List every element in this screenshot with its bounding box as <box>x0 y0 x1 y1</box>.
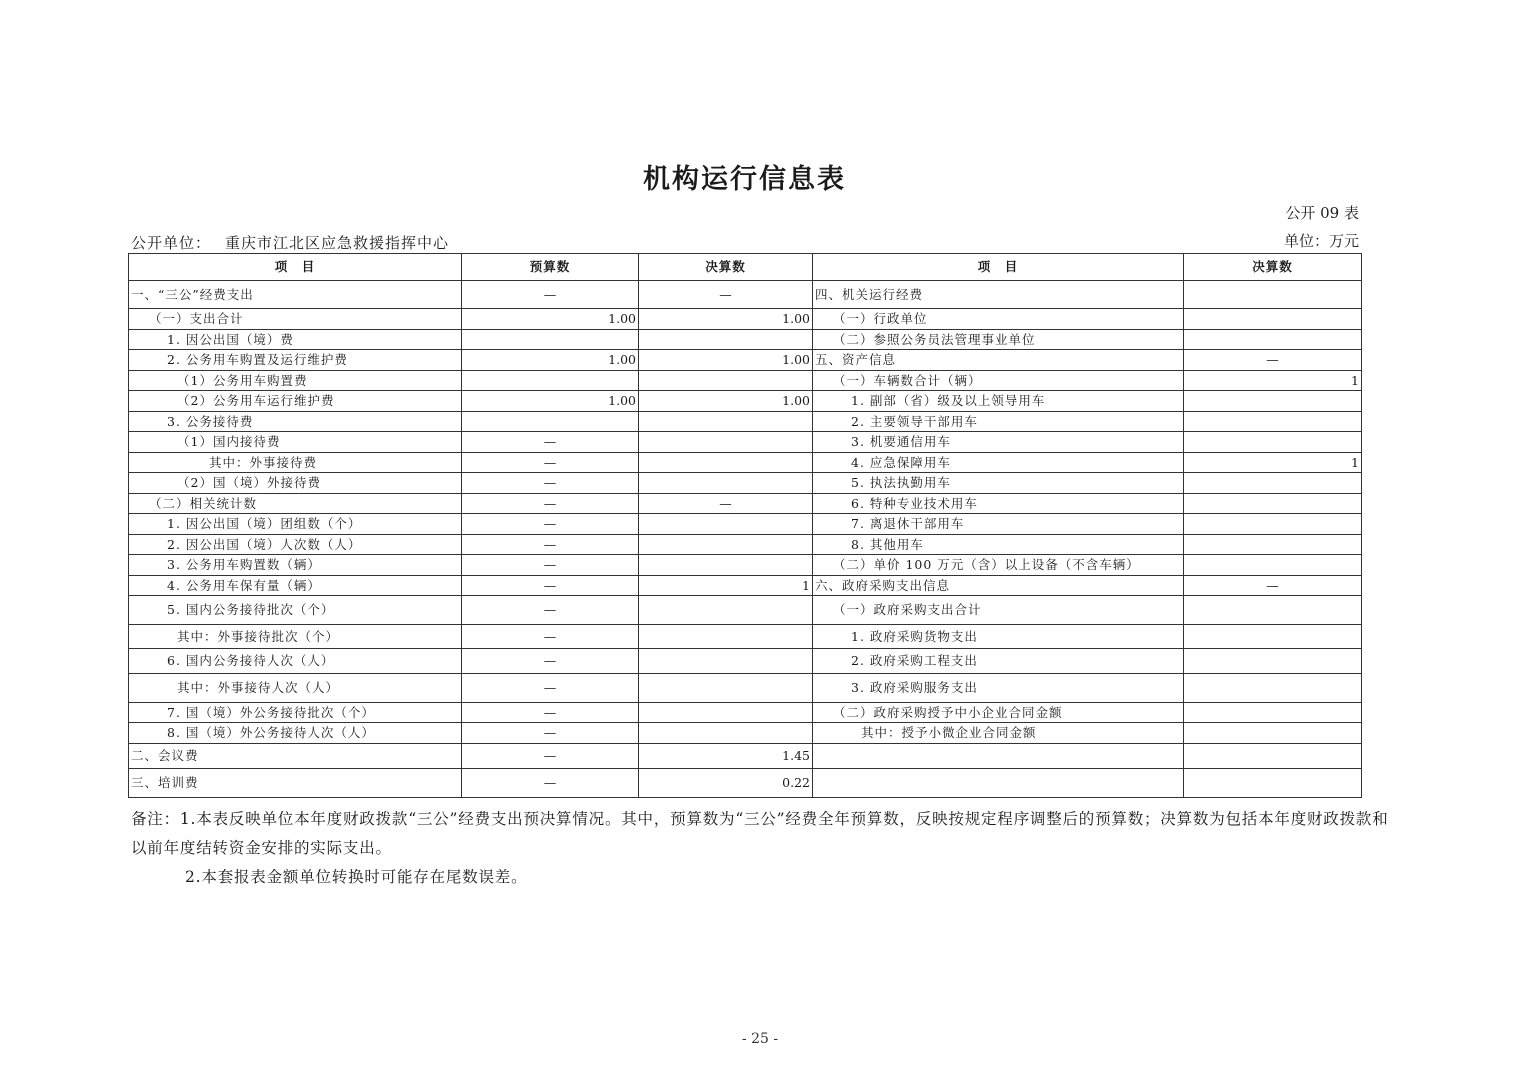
table-row <box>129 625 1362 649</box>
row-item-right: 5. 执法执勤用车 <box>813 473 1184 494</box>
row-final-right <box>1184 494 1362 514</box>
row-item-right: 1. 副部（省）级及以上领导用车 <box>813 391 1184 412</box>
row-final-right <box>1184 703 1362 723</box>
row-item-left: 其中：外事接待人次（人） <box>129 674 462 703</box>
row-final-left <box>639 412 813 432</box>
row-item-left: 2. 公务用车购置及运行维护费 <box>129 350 462 371</box>
currency-unit: 单位：万元 <box>1283 232 1359 250</box>
row-item-left: 1. 因公出国（境）团组数（个） <box>129 514 462 535</box>
note-1: 备注：1.本表反映单位本年度财政拨款“三公”经费支出预决算情况。其中，预算数为“三公”经费全年预算数，反映按规定程序调整后的预算数；决算数为包括本年度财政拨款和以前年度结转资金安排的实际支出。 <box>131 810 1389 857</box>
row-item-left: 二、会议费 <box>129 744 462 769</box>
row-final-left: 1.00 <box>639 350 813 371</box>
row-item-right: 7. 离退休干部用车 <box>813 514 1184 535</box>
header-item-right: 项 目 <box>813 254 1184 281</box>
row-final-left: 1 <box>639 576 813 596</box>
row-item-right: （一）行政单位 <box>813 309 1184 330</box>
row-item-left: （二）相关统计数 <box>129 494 462 514</box>
row-final-right <box>1184 625 1362 649</box>
table-row <box>129 514 1362 535</box>
row-item-left: 3. 公务接待费 <box>129 412 462 432</box>
row-final-right: 1 <box>1184 371 1362 391</box>
row-item-left: （一）支出合计 <box>129 309 462 330</box>
row-budget <box>462 412 639 432</box>
row-final-right <box>1184 555 1362 576</box>
table-row <box>129 453 1362 473</box>
table-row <box>129 576 1362 596</box>
row-final-right <box>1184 514 1362 535</box>
table-row <box>129 371 1362 391</box>
row-item-left: 3. 公务用车购置数（辆） <box>129 555 462 576</box>
reporting-unit-name: 重庆市江北区应急救援指挥中心 <box>225 234 450 252</box>
row-item-left: （1）国内接待费 <box>129 432 462 453</box>
row-item-right: （二）单价 100 万元（含）以上设备（不含车辆） <box>813 555 1184 576</box>
header-budget: 预算数 <box>462 254 639 281</box>
table-row <box>129 555 1362 576</box>
row-final-right <box>1184 769 1362 798</box>
row-budget: 1.00 <box>462 350 639 371</box>
table-row <box>129 412 1362 432</box>
row-item-left: 其中：外事接待批次（个） <box>129 625 462 649</box>
row-item-right: 六、政府采购支出信息 <box>813 576 1184 596</box>
row-final-right <box>1184 596 1362 625</box>
row-final-left <box>639 453 813 473</box>
row-final-right <box>1184 309 1362 330</box>
header-final-right: 决算数 <box>1184 254 1362 281</box>
table-header-row <box>129 254 1362 281</box>
row-budget: 1.00 <box>462 309 639 330</box>
row-final-right <box>1184 432 1362 453</box>
row-budget: 1.00 <box>462 391 639 412</box>
header-item-left: 项 目 <box>129 254 462 281</box>
row-item-right: 2. 主要领导干部用车 <box>813 412 1184 432</box>
row-final-right <box>1184 391 1362 412</box>
notes <box>131 805 1391 892</box>
row-budget: — <box>462 723 639 744</box>
row-budget: — <box>462 674 639 703</box>
row-item-left: 6. 国内公务接待人次（人） <box>129 649 462 674</box>
row-item-left: 5. 国内公务接待批次（个） <box>129 596 462 625</box>
table-row <box>129 281 1362 309</box>
row-final-left <box>639 703 813 723</box>
row-final-right <box>1184 330 1362 350</box>
row-item-left: 其中：外事接待费 <box>129 453 462 473</box>
row-budget: — <box>462 744 639 769</box>
page-title: 机构运行信息表 <box>643 164 846 195</box>
table-row <box>129 350 1362 371</box>
table-row <box>129 674 1362 703</box>
table-row <box>129 432 1362 453</box>
row-final-left <box>639 555 813 576</box>
row-final-left <box>639 514 813 535</box>
table-row <box>129 309 1362 330</box>
row-budget: — <box>462 769 639 798</box>
row-budget: — <box>462 555 639 576</box>
row-final-left: 1.00 <box>639 309 813 330</box>
table-row <box>129 703 1362 723</box>
table-row <box>129 494 1362 514</box>
row-item-right: 五、资产信息 <box>813 350 1184 371</box>
row-item-left: （2）公务用车运行维护费 <box>129 391 462 412</box>
row-final-right <box>1184 649 1362 674</box>
row-item-right: 6. 特种专业技术用车 <box>813 494 1184 514</box>
table-row <box>129 769 1362 798</box>
row-budget: — <box>462 514 639 535</box>
row-final-right: 1 <box>1184 453 1362 473</box>
row-final-left <box>639 535 813 555</box>
row-item-left: 1. 因公出国（境）费 <box>129 330 462 350</box>
row-item-right: （一）车辆数合计（辆） <box>813 371 1184 391</box>
row-final-right <box>1184 535 1362 555</box>
row-budget: — <box>462 703 639 723</box>
row-item-right: （二）参照公务员法管理事业单位 <box>813 330 1184 350</box>
table-row <box>129 473 1362 494</box>
table-row <box>129 330 1362 350</box>
row-final-left: — <box>639 494 813 514</box>
row-item-right <box>813 744 1184 769</box>
row-final-right <box>1184 473 1362 494</box>
row-budget: — <box>462 649 639 674</box>
row-final-right <box>1184 412 1362 432</box>
table-row <box>129 723 1362 744</box>
row-item-right <box>813 769 1184 798</box>
row-budget: — <box>462 576 639 596</box>
row-item-left: （1）公务用车购置费 <box>129 371 462 391</box>
row-final-left <box>639 330 813 350</box>
row-final-left <box>639 596 813 625</box>
row-final-right <box>1184 674 1362 703</box>
row-item-right: 3. 政府采购服务支出 <box>813 674 1184 703</box>
page-number: - 25 - <box>741 1031 779 1047</box>
row-item-right: 四、机关运行经费 <box>813 281 1184 309</box>
row-budget: — <box>462 535 639 555</box>
table-row <box>129 391 1362 412</box>
row-final-right <box>1184 744 1362 769</box>
row-final-left <box>639 649 813 674</box>
table-row <box>129 535 1362 555</box>
row-budget: — <box>462 596 639 625</box>
row-item-right: 2. 政府采购工程支出 <box>813 649 1184 674</box>
row-final-right: — <box>1184 350 1362 371</box>
info-table <box>128 253 1362 798</box>
row-final-left <box>639 625 813 649</box>
row-budget: — <box>462 453 639 473</box>
table-row <box>129 744 1362 769</box>
note-2: 2.本套报表金额单位转换时可能存在尾数误差。 <box>185 868 528 886</box>
row-item-right: （一）政府采购支出合计 <box>813 596 1184 625</box>
row-item-left: 8. 国（境）外公务接待人次（人） <box>129 723 462 744</box>
row-final-left <box>639 723 813 744</box>
row-item-left: 4. 公务用车保有量（辆） <box>129 576 462 596</box>
reporting-unit-label: 公开单位： <box>131 234 212 252</box>
row-item-left: （2）国（境）外接待费 <box>129 473 462 494</box>
row-final-left <box>639 371 813 391</box>
row-final-left <box>639 473 813 494</box>
row-budget <box>462 371 639 391</box>
table-row <box>129 649 1362 674</box>
row-item-left: 一、“三公”经费支出 <box>129 281 462 309</box>
row-item-right: 4. 应急保障用车 <box>813 453 1184 473</box>
form-number: 公开 09 表 <box>1285 204 1359 222</box>
row-budget: — <box>462 625 639 649</box>
row-final-left: 1.00 <box>639 391 813 412</box>
row-item-right: 8. 其他用车 <box>813 535 1184 555</box>
row-budget: — <box>462 473 639 494</box>
header-final-left: 决算数 <box>639 254 813 281</box>
row-final-right <box>1184 281 1362 309</box>
row-final-left <box>639 432 813 453</box>
row-item-right: （二）政府采购授予中小企业合同金额 <box>813 703 1184 723</box>
table-row <box>129 596 1362 625</box>
reporting-unit <box>131 232 449 253</box>
row-item-left: 三、培训费 <box>129 769 462 798</box>
row-item-left: 2. 因公出国（境）人次数（人） <box>129 535 462 555</box>
row-item-left: 7. 国（境）外公务接待批次（个） <box>129 703 462 723</box>
row-final-left: — <box>639 281 813 309</box>
row-final-left: 1.45 <box>639 744 813 769</box>
row-budget: — <box>462 281 639 309</box>
row-item-right: 1. 政府采购货物支出 <box>813 625 1184 649</box>
row-final-left <box>639 674 813 703</box>
row-budget <box>462 330 639 350</box>
row-budget: — <box>462 494 639 514</box>
row-item-right: 3. 机要通信用车 <box>813 432 1184 453</box>
row-final-right: — <box>1184 576 1362 596</box>
row-final-right <box>1184 723 1362 744</box>
row-item-right: 其中：授予小微企业合同金额 <box>813 723 1184 744</box>
row-final-left: 0.22 <box>639 769 813 798</box>
row-budget: — <box>462 432 639 453</box>
